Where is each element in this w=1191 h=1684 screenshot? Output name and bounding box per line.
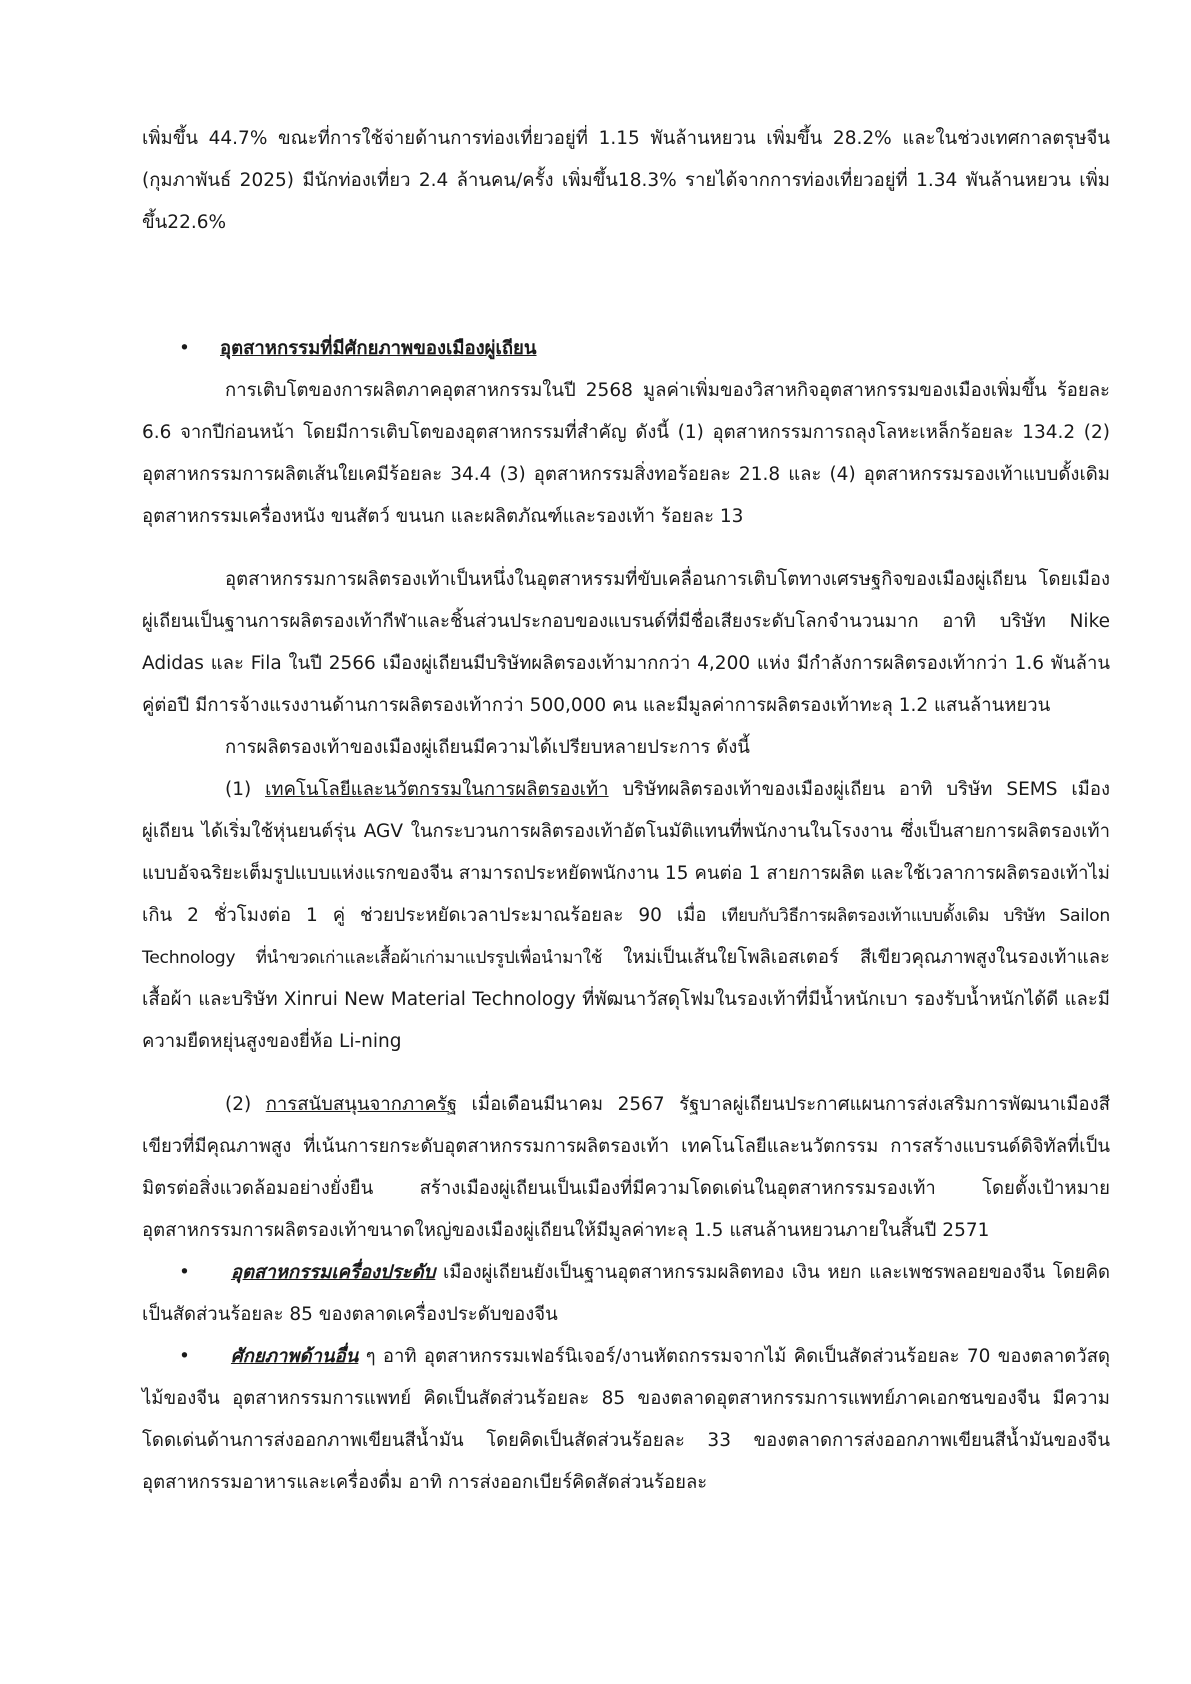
item-text: ใหม่เป็นเส้นใยโพลิเอสเตอร์ สีเขียวคุณภาพสูงในรองเท้าและเสื้อผ้า และบริษัท Xinrui New Material Technology ที่พัฒนาวัสดุโฟมในรองเท้าที่มีน้ำหนักเบา รองรับน้ำหนักได้ดี และมีความยืดหยุ่นสูงของยี่ห้อ Li-ning bbox=[142, 947, 1110, 1052]
section-text: ๆ อาทิ อุตสาหกรรมเฟอร์นิเจอร์/งานหัตถกรรมจากไม้ คิดเป็นสัดส่วนร้อยละ 70 ของตลาดวัสดุไม้ของจีน อุตสาหกรรมการแพทย์ คิดเป็นสัดส่วนร้อยละ 85 ของตลาดอุตสาหกรรมการแพทย์ภาคเอกชนของจีน มีความโดดเด่นด้านการส่งออกภาพเขียนสีน้ำมัน โดยคิดเป็นสัดส่วนร้อยละ 33 ของตลาดการส่งออกภาพเขียนสีน้ำมันของจีน อุตสาหกรรมอาหารและเครื่องดื่ม อาทิ การส่งออกเบียร์คิดสัดส่วนร้อยละ bbox=[142, 1346, 1110, 1493]
item-title: การสนับสนุนจากภาครัฐ bbox=[265, 1094, 458, 1115]
item-text: บริษัทผลิตรองเท้าของเมืองผู่เถียน อาทิ บริษัท SEMS เมืองผู่เถียน ได้เริ่มใช้หุ่นยนต์รุ่น AGV ในกระบวนการผลิตรองเท้าอัตโนมัติแทนที่พนักงานในโรงงาน ซึ่งเป็นสายการผลิตรองเท้าแบบอัจฉริยะเต็มรูปแบบแห่งแรกของจีน สามารถประหยัดพนักงาน 15 คนต่อ 1 สายการผลิต และใช้เวลาการผลิตรองเท้าไม่เกิน 2 ชั่วโมงต่อ 1 คู่ ช่วยประหยัดเวลาประมาณร้อยละ 90 เมื่อ bbox=[142, 779, 1111, 926]
item-number: (2) bbox=[225, 1094, 266, 1115]
item-title: เทคโนโลยีและนวัตกรรมในการผลิตรองเท้า bbox=[265, 779, 609, 800]
heading-text: อุตสาหกรรมที่มีศักยภาพของเมืองผู่เถียน bbox=[220, 338, 537, 359]
industrial-growth-paragraph: การเติบโตของการผลิตภาคอุตสาหกรรมในปี 2568 มูลค่าเพิ่มของวิสาหกิจอุตสาหกรรมของเมืองเพิ่มขึ้น ร้อยละ 6.6 จากปีก่อนหน้า โดยมีการเติบโตของอุตสาหกรรมที่สำคัญ ดังนี้ (1) อุตสาหกรรมการถลุงโลหะเหล็กร้อยละ 134.2 (2) อุตสาหกรรมการผลิตเส้นใยเคมีร้อยละ 34.4 (3) อุตสาหกรรมสิ่งทอร้อยละ 21.8 และ (4) อุตสาหกรรมรองเท้าแบบดั้งเดิม อุตสาหกรรมเครื่องหนัง ขนสัตว์ ขนนก และผลิตภัณฑ์และรองเท้า ร้อยละ 13 bbox=[142, 380, 1110, 527]
advantages-intro-paragraph: การผลิตรองเท้าของเมืองผู่เถียนมีความได้เปรียบหลายประการ ดังนี้ bbox=[225, 737, 750, 758]
item-text: เทียบกับวิธีการผลิตรองเท้าแบบดั้งเดิม บริษัท Sailon Technology ที่นำขวดเก่าและเสื้อผ้าเก่ามาแปรรูปเพื่อนำมาใช้ bbox=[142, 906, 1110, 968]
heading-text: ศักยภาพด้านอื่น bbox=[230, 1346, 359, 1367]
document-page bbox=[142, 118, 1110, 1504]
bullet-icon: • bbox=[179, 338, 190, 359]
paragraph-spacer bbox=[142, 538, 1110, 559]
bullet-icon: • bbox=[179, 1262, 190, 1283]
section-spacer bbox=[142, 244, 1110, 328]
paragraph-spacer bbox=[142, 1063, 1110, 1084]
advantage-item-technology bbox=[142, 769, 1110, 1063]
heading-text: อุตสาหกรรมเครื่องประดับ bbox=[230, 1262, 436, 1283]
footwear-industry-paragraph: อุตสาหกรรมการผลิตรองเท้าเป็นหนึ่งในอุตสาหรรมที่ขับเคลื่อนการเติบโตทางเศรษฐกิจของเมืองผู่เถียน โดยเมืองผู่เถียนเป็นฐานการผลิตรองเท้ากีฬาและชิ้นส่วนประกอบของแบรนด์ที่มีชื่อเสียงระดับโลกจำนวนมาก อาทิ บริษัท Nike Adidas และ Fila ในปี 2566 เมืองผู่เถียนมีบริษัทผลิตรองเท้ามากกว่า 4,200 แห่ง มีกำลังการผลิตรองเท้ากว่า 1.6 พันล้านคู่ต่อปี มีการจ้างแรงงานด้านการผลิตรองเท้ากว่า 500,000 คน และมีมูลค่าการผลิตรองเท้าทะลุ 1.2 แสนล้านหยวน bbox=[142, 569, 1110, 716]
section-other-potential bbox=[142, 1336, 1110, 1504]
item-number: (1) bbox=[225, 779, 266, 800]
bullet-icon: • bbox=[179, 1346, 190, 1367]
intro-paragraph: เพิ่มขึ้น 44.7% ขณะที่การใช้จ่ายด้านการท่องเที่ยวอยู่ที่ 1.15 พันล้านหยวน เพิ่มขึ้น 28.2% และในช่วงเทศกาลตรุษจีน (กุมภาพันธ์ 2025) มีนักท่องเที่ยว 2.4 ล้านคน/ครั้ง เพิ่มขึ้น18.3% รายได้จากการท่องเที่ยวอยู่ที่ 1.34 พันล้านหยวน เพิ่มขึ้น22.6% bbox=[142, 128, 1110, 233]
advantage-item-government bbox=[142, 1084, 1110, 1252]
section-jewelry bbox=[142, 1252, 1110, 1336]
item-text: เมื่อเดือนมีนาคม 2567 รัฐบาลผู่เถียนประกาศแผนการส่งเสริมการพัฒนาเมืองสีเขียวที่มีคุณภาพสูง ที่เน้นการยกระดับอุตสาหกรรมการผลิตรองเท้า เทคโนโลยีและนวัตกรรม การสร้างแบรนด์ดิจิทัลที่เป็นมิตรต่อสิ่งแวดล้อมอย่างยั่งยืน สร้างเมืองผู่เถียนเป็นเมืองที่มีความโดดเด่นในอุตสาหกรรมรองเท้า โดยตั้งเป้าหมายอุตสาหกรรมการผลิตรองเท้าขนาดใหญ่ของเมืองผู่เถียนให้มีมูลค่าทะลุ 1.5 แสนล้านหยวนภายในสิ้นปี 2571 bbox=[142, 1094, 1110, 1241]
section-heading-potential-industries bbox=[142, 328, 1110, 370]
section-text: เมืองผู่เถียนยังเป็นฐานอุตสาหกรรมผลิตทอง เงิน หยก และเพชรพลอยของจีน โดยคิดเป็นสัดส่วนร้อยละ 85 ของตลาดเครื่องประดับของจีน bbox=[142, 1262, 1110, 1325]
